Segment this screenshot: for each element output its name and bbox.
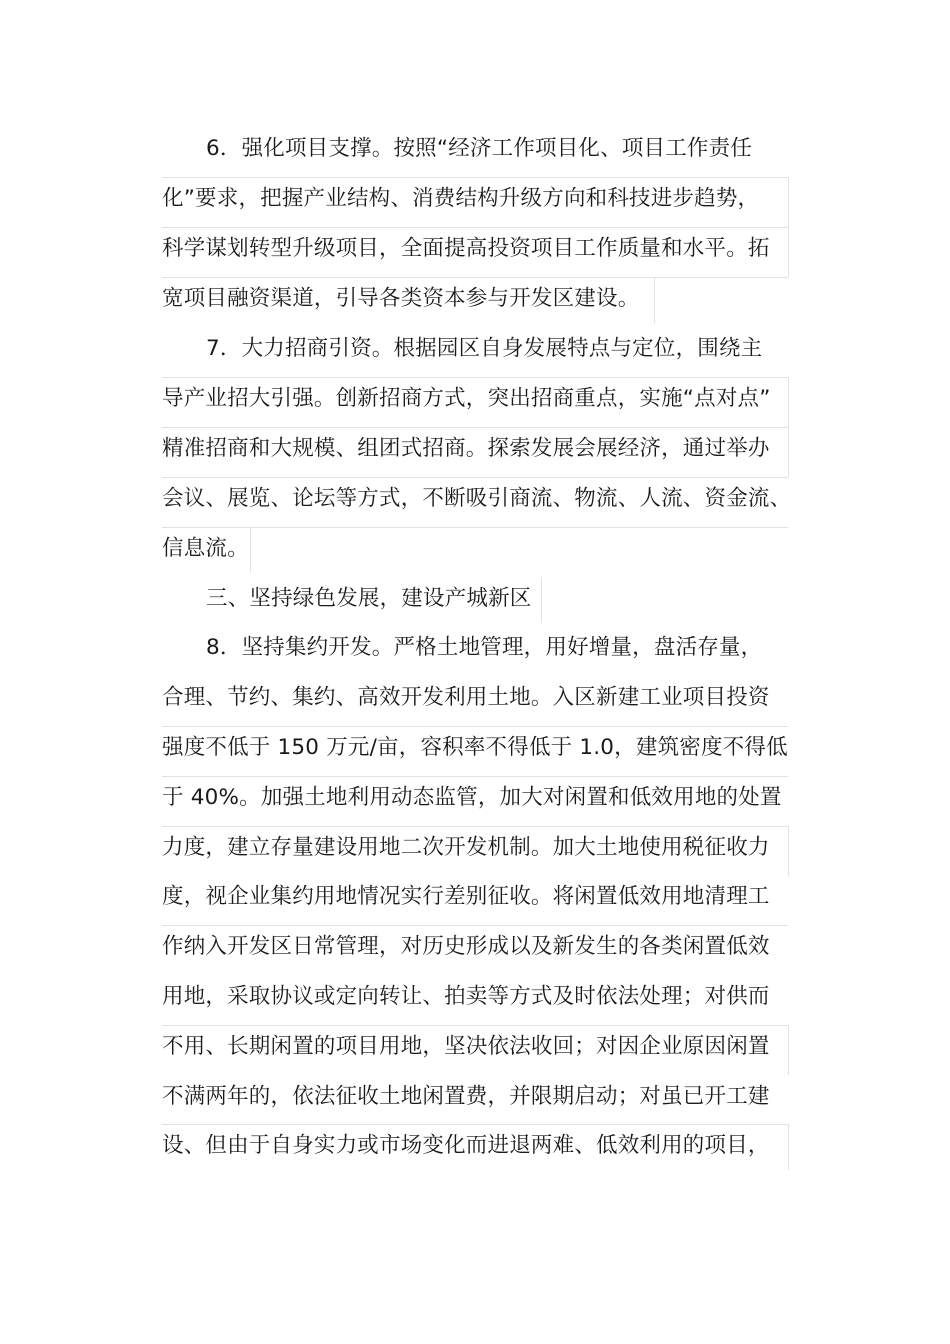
paragraph-8-line-10: 不满两年的，依法征收土地闲置费，并限期启动；对虽已开工建 xyxy=(162,1084,770,1109)
guide-line xyxy=(788,1124,789,1170)
guide-line xyxy=(162,427,788,428)
paragraph-6-line-2: 化”要求，把握产业结构、消费结构升级方向和科技进步趋势， xyxy=(162,186,760,211)
guide-line xyxy=(162,177,788,178)
paragraph-8-line-8: 用地，采取协议或定向转让、拍卖等方式及时依法处理；对供而 xyxy=(162,984,770,1009)
paragraph-8-line-4: 于 40%。加强土地利用动态监管，加大对闲置和低效用地的处置 xyxy=(162,785,782,810)
guide-line xyxy=(788,227,789,277)
paragraph-7-line-2: 导产业招大引强。创新招商方式，突出招商重点，实施“点对点” xyxy=(162,386,771,411)
guide-line xyxy=(162,277,788,278)
guide-line xyxy=(162,227,788,228)
guide-line xyxy=(250,527,251,573)
guide-line xyxy=(162,826,788,827)
guide-line xyxy=(162,726,788,727)
guide-line xyxy=(788,826,789,876)
guide-line xyxy=(162,527,788,528)
paragraph-8-line-9: 不用、长期闲置的项目用地，坚决依法收回；对因企业原因闲置 xyxy=(162,1034,770,1059)
guide-line xyxy=(162,1124,788,1125)
guide-line xyxy=(788,427,789,477)
paragraph-8-line-2: 合理、节约、集约、高效开发利用土地。入区新建工业项目投资 xyxy=(162,685,770,710)
paragraph-7-line-5: 信息流。 xyxy=(162,536,249,561)
paragraph-6-line-1: 6．强化项目支撑。按照“经济工作项目化、项目工作责任 xyxy=(206,136,753,161)
guide-line xyxy=(654,277,655,323)
paragraph-6-line-4: 宽项目融资渠道，引导各类资本参与开发区建设。 xyxy=(162,286,640,311)
paragraph-8-line-3: 强度不低于 150 万元/亩，容积率不得低于 1.0，建筑密度不得低 xyxy=(162,735,788,760)
paragraph-7-line-4: 会议、展览、论坛等方式，不断吸引商流、物流、人流、资金流、 xyxy=(162,486,792,511)
guide-line xyxy=(162,1025,788,1026)
paragraph-8-line-5: 力度，建立存量建设用地二次开发机制。加大土地使用税征收力 xyxy=(162,835,770,860)
paragraph-8-line-7: 作纳入开发区日常管理，对历史形成以及新发生的各类闲置低效 xyxy=(162,934,770,959)
paragraph-8-line-11: 设、但由于自身实力或市场变化而进退两难、低效利用的项目， xyxy=(162,1133,770,1158)
paragraph-7-line-1: 7．大力招商引资。根据园区自身发展特点与定位，围绕主 xyxy=(206,336,763,361)
guide-line xyxy=(541,577,542,623)
paragraph-8-line-6: 度，视企业集约用地情况实行差别征收。将闲置低效用地清理工 xyxy=(162,884,770,909)
section-heading: 三、坚持绿色发展，建设产城新区 xyxy=(206,586,532,611)
guide-line xyxy=(162,925,788,926)
guide-line xyxy=(788,377,789,427)
paragraph-7-line-3: 精准招商和大规模、组团式招商。探索发展会展经济，通过举办 xyxy=(162,436,770,461)
guide-line xyxy=(788,1025,789,1075)
paragraph-8-line-1: 8．坚持集约开发。严格土地管理，用好增量，盘活存量， xyxy=(206,635,763,660)
paragraph-6-line-3: 科学谋划转型升级项目，全面提高投资项目工作质量和水平。拓 xyxy=(162,236,770,261)
guide-line xyxy=(162,776,788,777)
guide-line xyxy=(788,177,789,227)
guide-line xyxy=(162,477,788,478)
guide-line xyxy=(162,377,788,378)
